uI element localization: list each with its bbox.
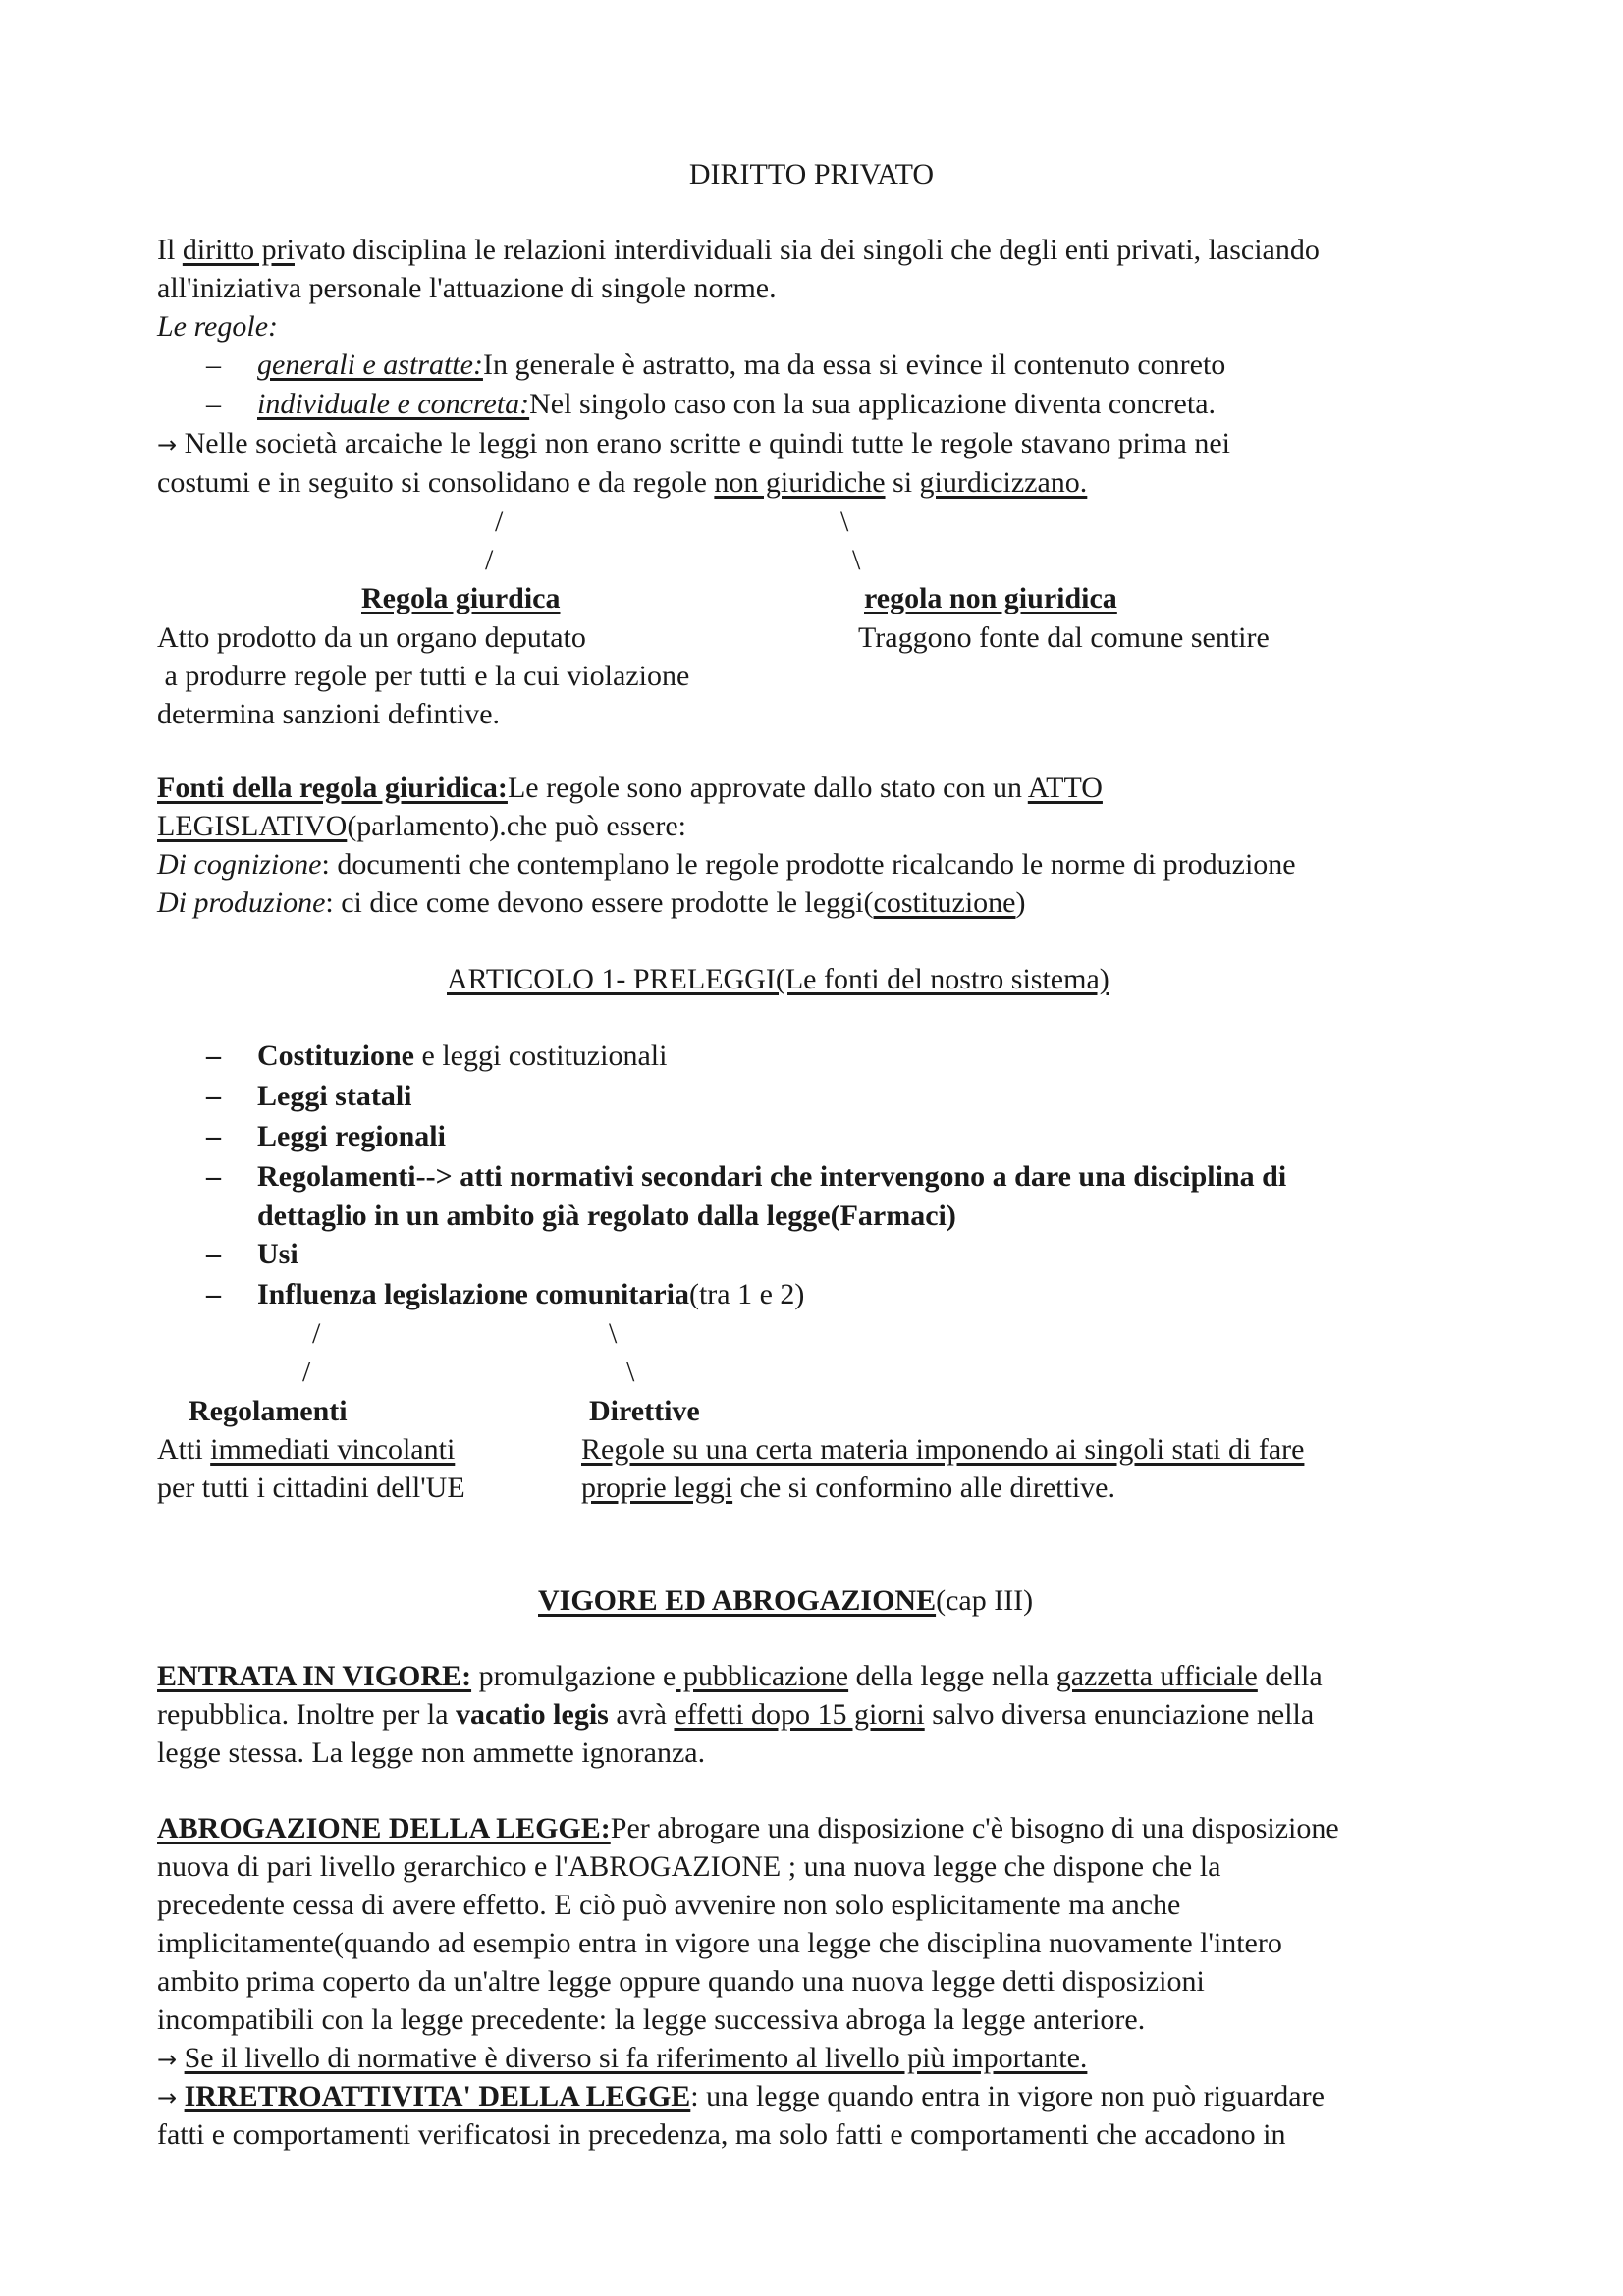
abrogazione-line-7 xyxy=(157,2041,1087,2077)
rule-text: In generale è astratto, ma da essa si evince il contenuto conreto xyxy=(482,348,1226,381)
item-title: Influenza legislazione comunitaria xyxy=(257,1278,689,1310)
rules-label: Le regole: xyxy=(157,310,279,343)
rule-type-legal-desc-3: determina sanzioni defintive. xyxy=(157,698,501,730)
arrow-line-1 xyxy=(157,426,1230,462)
text-fragment: ) xyxy=(1015,886,1026,919)
text-fragment: (cap III) xyxy=(936,1584,1034,1617)
branch-backslash-1: \ xyxy=(840,506,849,538)
branch-backslash-2: \ xyxy=(852,544,861,576)
abrogazione-line-4: implicitamente(quando ad esempio entra in vigore una legge che disciplina nuovamente l'intero xyxy=(157,1927,1282,1959)
source-item-statali xyxy=(157,1079,412,1114)
rule-text: Nel singolo caso con la sua applicazione diventa concreta. xyxy=(529,388,1217,420)
arrow-icon: → xyxy=(157,431,178,458)
entrata-line-1 xyxy=(157,1659,1323,1694)
rule-item-general xyxy=(157,347,1225,383)
eu-regolamenti-desc-1 xyxy=(157,1432,455,1468)
item-title: Regolamenti--> atti normativi secondari che intervengono a dare una disciplina di xyxy=(257,1160,1287,1193)
entrata-line-3: legge stessa. La legge non ammette ignoranza. xyxy=(157,1736,706,1769)
dash-bullet: – xyxy=(206,1278,221,1310)
dash-bullet: – xyxy=(206,348,221,381)
section-label: IRRETROATTIVITA' DELLA LEGGE xyxy=(184,2080,691,2112)
item-title: Leggi statali xyxy=(257,1080,412,1112)
abrogazione-line-2: nuova di pari livello gerarchico e l'ABROGAZIONE ; una nuova legge che dispone che la xyxy=(157,1850,1221,1883)
heading-text: VIGORE ED ABROGAZIONE xyxy=(538,1584,937,1617)
eu-direttive-title: Direttive xyxy=(589,1395,700,1427)
sources-line-2 xyxy=(157,809,686,844)
branch-backslash-4: \ xyxy=(626,1356,635,1388)
underlined-text: costituzione xyxy=(873,886,1016,919)
branch-slash-2: / xyxy=(485,544,494,576)
text-fragment: : ci dice come devono essere prodotte le leggi( xyxy=(325,886,874,919)
abrogazione-line-3: precedente cessa di avere effetto. E ciò può avvenire non solo esplicitamente ma anche xyxy=(157,1889,1181,1921)
sources-line-1 xyxy=(157,771,1103,806)
branch-slash-3: / xyxy=(312,1317,321,1350)
rule-type-legal-desc-2: a produrre regole per tutti e la cui violazione xyxy=(157,660,690,692)
eu-direttive-desc-1: Regole su una certa materia imponendo ai singoli stati di fare xyxy=(581,1433,1305,1466)
rule-term: individuale e concreta: xyxy=(257,388,530,420)
text-fragment: : una legge quando entra in vigore non può riguardare xyxy=(690,2080,1325,2112)
underlined-text: ATTO xyxy=(1027,772,1103,804)
text-fragment: Atti xyxy=(157,1433,211,1466)
rule-term: generali e astratte: xyxy=(257,348,483,381)
underlined-text: gazzetta ufficiale xyxy=(1055,1660,1258,1692)
dash-bullet: – xyxy=(206,1040,221,1072)
arrow-icon: → xyxy=(157,2084,178,2111)
text-fragment: promulgazione e xyxy=(471,1660,676,1692)
sources-produzione xyxy=(157,885,1025,921)
articolo-heading: ARTICOLO 1- PRELEGGI(Le fonti del nostro sistema) xyxy=(447,963,1109,995)
text-fragment: avrà xyxy=(608,1698,675,1731)
source-item-influenza xyxy=(157,1277,804,1312)
branch-backslash-3: \ xyxy=(609,1317,618,1350)
rule-type-legal-desc-1: Atto prodotto da un organo deputato xyxy=(157,621,586,654)
section-label: ENTRATA IN VIGORE: xyxy=(157,1660,472,1692)
page-title: DIRITTO PRIVATO xyxy=(688,158,935,190)
sources-cognizione xyxy=(157,847,1296,882)
arrow-line-2 xyxy=(157,465,1087,501)
eu-direttive-desc-2 xyxy=(581,1470,1115,1506)
source-item-regolamenti-cont: dettaglio in un ambito già regolato dalla legge(Farmaci) xyxy=(257,1200,956,1232)
section-label: ABROGAZIONE DELLA LEGGE: xyxy=(157,1812,611,1844)
text-fragment: che si conformino alle direttive. xyxy=(732,1471,1115,1504)
rule-type-nonlegal-title: regola non giuridica xyxy=(864,582,1117,614)
text-fragment: Nelle società arcaiche le leggi non erano scritte e quindi tutte le regole stavano prima nei xyxy=(184,427,1231,459)
text-fragment: Per abrogare una disposizione c'è bisogno di una disposizione xyxy=(610,1812,1339,1844)
dash-bullet: – xyxy=(206,1238,221,1270)
underlined-text: immediati vincolanti xyxy=(210,1433,456,1466)
abrogazione-line-6: incompatibili con la legge precedente: la legge successiva abroga la legge anteriore. xyxy=(157,2003,1146,2036)
vigore-heading xyxy=(538,1583,1033,1619)
dash-bullet: – xyxy=(206,1160,221,1193)
abrogazione-line-1 xyxy=(157,1811,1339,1846)
source-item-regolamenti xyxy=(157,1159,1286,1195)
rule-type-nonlegal-desc: Traggono fonte dal comune sentire xyxy=(858,621,1270,654)
branch-slash-4: / xyxy=(302,1356,311,1388)
entrata-line-2 xyxy=(157,1697,1314,1733)
rule-item-individual xyxy=(157,387,1216,422)
section-label: Fonti della regola giuridica: xyxy=(157,772,508,804)
text-fragment: salvo diversa enunciazione nella xyxy=(924,1698,1315,1731)
text-fragment: e leggi costituzionali xyxy=(414,1040,668,1072)
text-fragment: della legge nella xyxy=(848,1660,1056,1692)
item-title: Leggi regionali xyxy=(257,1120,446,1152)
underlined-text: proprie leggi xyxy=(581,1471,733,1504)
underlined-text: LEGISLATIVO xyxy=(157,810,348,842)
text-fragment: (tra 1 e 2) xyxy=(688,1278,805,1310)
text-fragment: si xyxy=(885,466,920,499)
intro-line-2: all'iniziativa personale l'attuazione di singole norme. xyxy=(157,272,777,304)
underlined-text: pubblicazione xyxy=(676,1660,849,1692)
intro-line-1 xyxy=(157,233,1320,268)
text-fragment: : documenti che contemplano le regole prodotte ricalcando le norme di produzione xyxy=(321,848,1296,881)
underlined-text: Se il livello di normative è diverso si fa riferimento al livello più importante. xyxy=(184,2042,1088,2074)
text-fragment: Il xyxy=(157,234,183,266)
item-title: Costituzione xyxy=(257,1040,414,1072)
eu-regolamenti-desc-2: per tutti i cittadini dell'UE xyxy=(157,1471,465,1504)
dash-bullet: – xyxy=(206,1080,221,1112)
underlined-text: non giuridiche xyxy=(714,466,886,499)
source-type-label: Di cognizione xyxy=(157,848,322,881)
eu-regolamenti-title: Regolamenti xyxy=(189,1395,348,1427)
text-fragment: costumi e in seguito si consolidano e da regole xyxy=(157,466,715,499)
text-fragment: repubblica. Inoltre per la xyxy=(157,1698,457,1731)
source-item-regionali xyxy=(157,1119,446,1154)
text-fragment: vato disciplina le relazioni interdividuali sia dei singoli che degli enti privati, lasciando xyxy=(294,234,1320,266)
source-type-label: Di produzione xyxy=(157,886,326,919)
underlined-text: diritto pri xyxy=(182,234,295,266)
source-item-usi xyxy=(157,1237,298,1272)
text-fragment: della xyxy=(1257,1660,1323,1692)
underlined-text: effetti dopo 15 giorni xyxy=(674,1698,925,1731)
text-fragment: Le regole sono approvate dallo stato con un xyxy=(507,772,1028,804)
dash-bullet: – xyxy=(206,1120,221,1152)
arrow-icon: → xyxy=(157,2046,178,2073)
underlined-text: giurdicizzano. xyxy=(919,466,1088,499)
branch-slash-1: / xyxy=(495,506,504,538)
abrogazione-line-5: ambito prima coperto da un'altre legge oppure quando una nuova legge detti disposizioni xyxy=(157,1965,1205,1998)
bold-term: vacatio legis xyxy=(456,1698,609,1731)
item-title: Usi xyxy=(257,1238,298,1270)
irretroattivita-line-1 xyxy=(157,2079,1325,2115)
irretroattivita-line-2: fatti e comportamenti verificatosi in precedenza, ma solo fatti e comportamenti che accadono in xyxy=(157,2118,1286,2151)
text-fragment: (parlamento).che può essere: xyxy=(347,810,686,842)
rule-type-legal-title: Regola giurdica xyxy=(361,582,561,614)
dash-bullet: – xyxy=(206,388,221,420)
source-item-costituzione xyxy=(157,1039,667,1074)
